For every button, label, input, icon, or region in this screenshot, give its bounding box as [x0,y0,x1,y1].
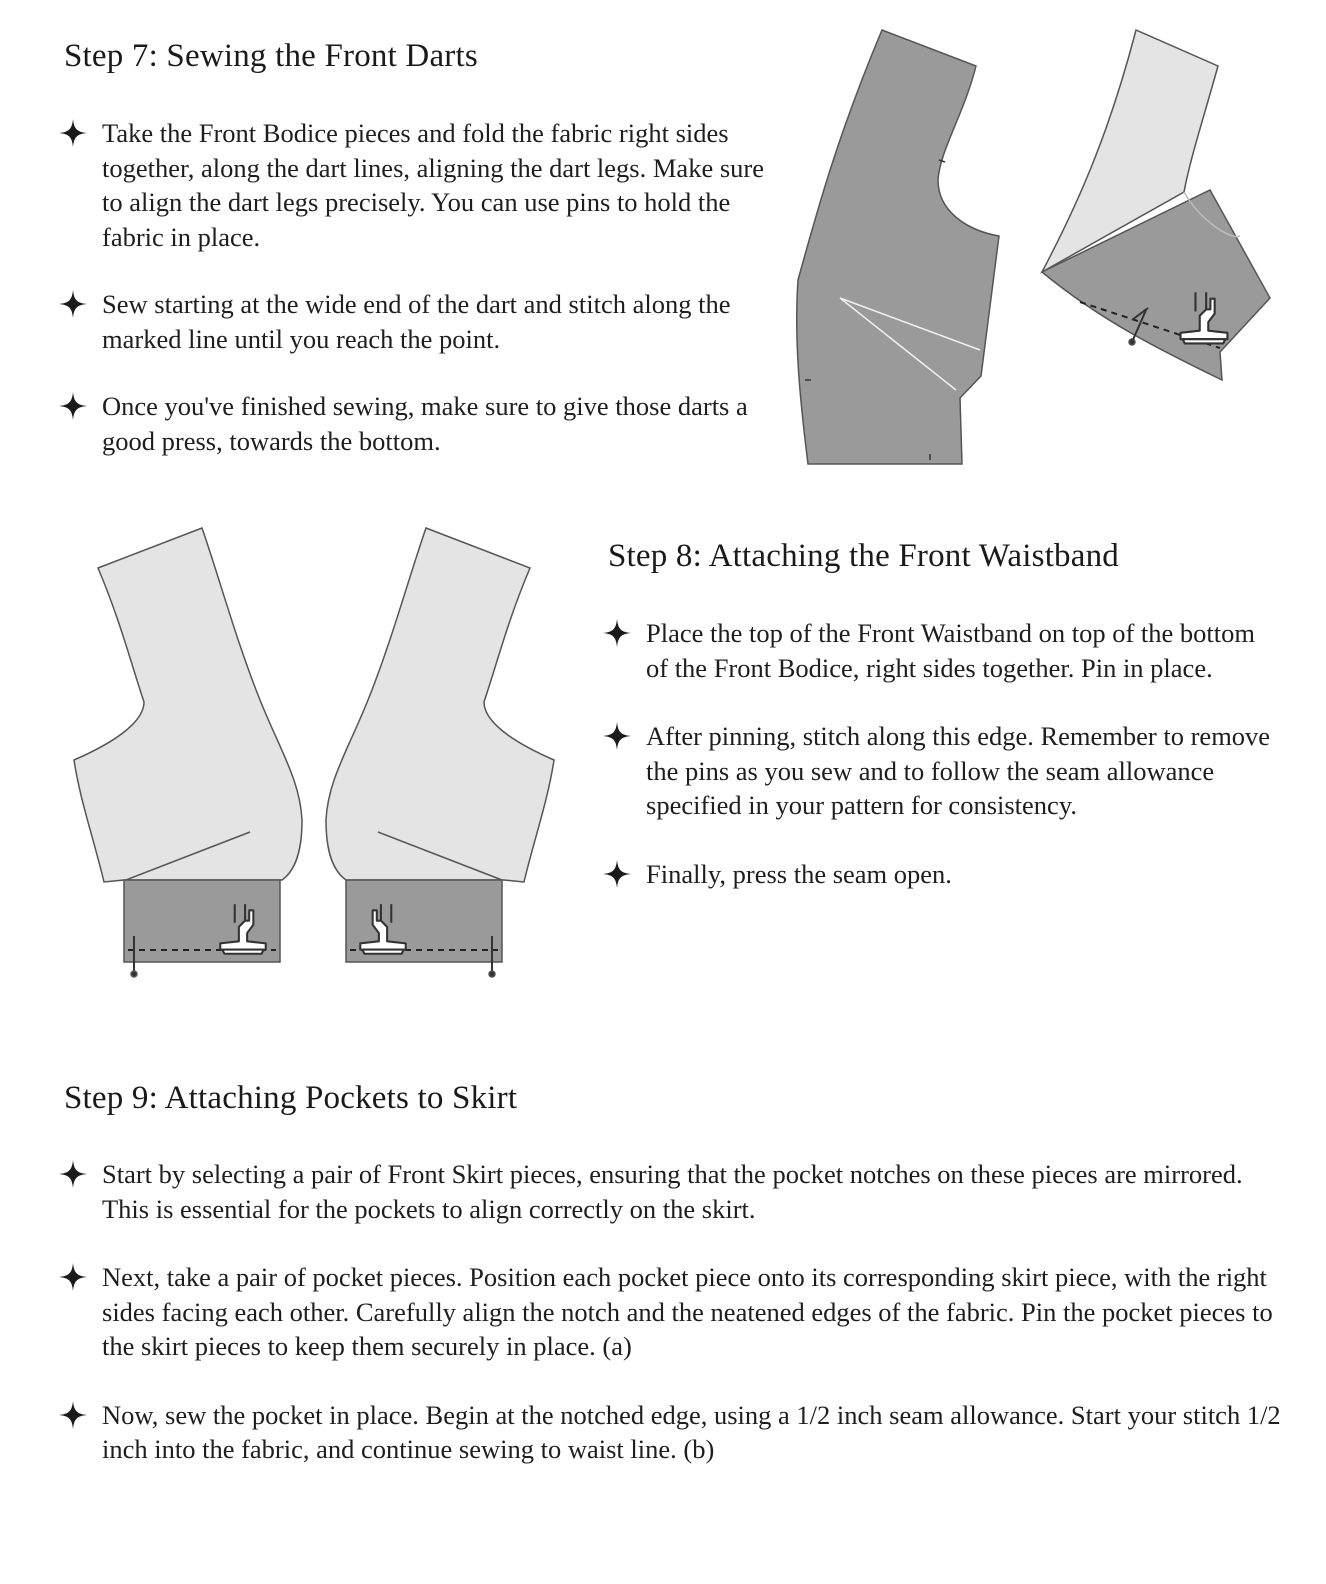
bullet-text: Sew starting at the wide end of the dart and stitch along the marked line until you reach the point. [102,289,731,354]
list-item [58,1157,1282,1226]
front-bodice-piece [797,30,999,464]
list-item [58,116,770,254]
list-item [58,1398,1282,1467]
step9-heading: Step 9: Attaching Pockets to Skirt [64,1080,518,1116]
bullet-text: Start by selecting a pair of Front Skirt pieces, ensuring that the pocket notches on these pieces are mirrored. This is essential for the pockets to align correctly on the skirt. [102,1159,1243,1224]
list-item [58,287,770,356]
list-item [602,857,1282,892]
four-point-star-icon [602,618,632,648]
bullet-text: Once you've finished sewing, make sure to give those darts a good press, towards the bottom. [102,391,748,456]
left-bodice-piece [74,528,302,882]
list-item [602,719,1282,823]
bullet-text: Finally, press the seam open. [646,858,952,889]
step7-heading: Step 7: Sewing the Front Darts [64,38,478,74]
list-item [58,389,770,458]
step8-heading: Step 8: Attaching the Front Waistband [608,538,1120,574]
step9-list [58,1157,1282,1501]
bullet-text: Take the Front Bodice pieces and fold the fabric right sides together, along the dart lines, aligning the dart legs. Make sure to align the dart legs precisely. You can use pins to hold the fabric in place. [102,118,764,252]
list-item [58,1260,1282,1364]
right-bodice-piece [326,528,554,882]
step7-dart-figure [780,20,1290,480]
four-point-star-icon [58,1159,88,1189]
four-point-star-icon [58,1400,88,1430]
four-point-star-icon [58,289,88,319]
four-point-star-icon [602,721,632,751]
four-point-star-icon [58,1262,88,1292]
step8-list [602,616,1282,925]
list-item [602,616,1282,685]
bullet-text: Next, take a pair of pocket pieces. Position each pocket piece onto its corresponding skirt piece, with the right sides facing each other. Carefully align the notch and the neatened edges of the fabric. Pin the pocket pieces to the skirt pieces to keep them securely in place. (a) [102,1262,1273,1361]
four-point-star-icon [58,391,88,421]
bullet-text: Now, sew the pocket in place. Begin at the notched edge, using a 1/2 inch seam allowance. Start your stitch 1/2 inch into the fabric, and continue sewing to waist line. (b) [102,1399,1281,1464]
bullet-text: Place the top of the Front Waistband on top of the bottom of the Front Bodice, right sides together. Pin in place. [646,618,1255,683]
four-point-star-icon [58,118,88,148]
bullet-text: After pinning, stitch along this edge. Remember to remove the pins as you sew and to follow the seam allowance specified in your pattern for consistency. [646,721,1271,820]
step8-waistband-figure [60,520,570,990]
four-point-star-icon [602,859,632,889]
step7-list [58,116,770,491]
